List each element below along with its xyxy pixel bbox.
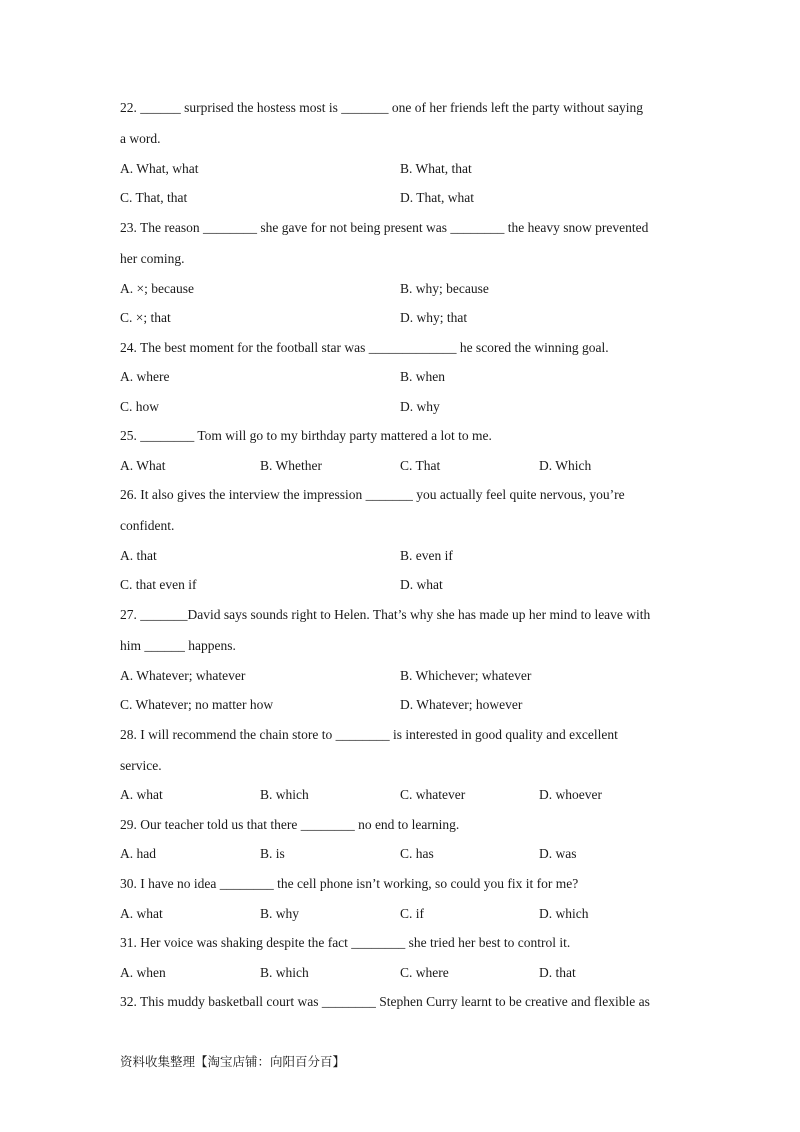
question-23-option-c: C. ×; that bbox=[120, 310, 171, 325]
question-31-option-d: D. that bbox=[539, 965, 576, 980]
question-23-option-d: D. why; that bbox=[400, 310, 468, 325]
question-32-text-line-1: 32. This muddy basketball court was ________ Stephen Curry learnt to be creative and flexible as bbox=[120, 994, 650, 1009]
question-27-option-c: C. Whatever; no matter how bbox=[120, 697, 274, 712]
question-30-option-d: D. which bbox=[539, 906, 589, 921]
question-29-option-a: A. had bbox=[120, 846, 156, 861]
question-23-option-b: B. why; because bbox=[400, 281, 489, 296]
question-25-option-d: D. Which bbox=[539, 458, 592, 473]
page-footer: 资料收集整理【淘宝店铺：向阳百分百】 bbox=[120, 1054, 346, 1069]
question-26-option-d: D. what bbox=[400, 577, 443, 592]
question-22-text-line-1: 22. ______ surprised the hostess most is _______ one of her friends left the party without saying bbox=[120, 100, 644, 115]
question-31-option-b: B. which bbox=[260, 965, 309, 980]
question-31-option-c: C. where bbox=[400, 965, 449, 980]
question-31-option-a: A. when bbox=[120, 965, 166, 980]
question-23-text-line-2: her coming. bbox=[120, 251, 185, 266]
question-29-option-c: C. has bbox=[400, 846, 434, 861]
question-22-option-c: C. That, that bbox=[120, 190, 188, 205]
question-24-option-d: D. why bbox=[400, 399, 440, 414]
question-31-text-line-1: 31. Her voice was shaking despite the fact ________ she tried her best to control it. bbox=[120, 935, 571, 950]
question-29-option-d: D. was bbox=[539, 846, 577, 861]
question-26-option-a: A. that bbox=[120, 548, 157, 563]
question-27-option-a: A. Whatever; whatever bbox=[120, 668, 246, 683]
question-26-option-c: C. that even if bbox=[120, 577, 197, 592]
question-26-text-line-2: confident. bbox=[120, 518, 175, 533]
question-28-option-a: A. what bbox=[120, 787, 163, 802]
question-27-text-line-2: him ______ happens. bbox=[120, 638, 236, 653]
question-24-option-c: C. how bbox=[120, 399, 160, 414]
question-28-option-d: D. whoever bbox=[539, 787, 602, 802]
question-22-option-d: D. That, what bbox=[400, 190, 474, 205]
question-23-text-line-1: 23. The reason ________ she gave for not being present was ________ the heavy snow prevented bbox=[120, 220, 649, 235]
question-26-option-b: B. even if bbox=[400, 548, 453, 563]
question-25-text-line-1: 25. ________ Tom will go to my birthday party mattered a lot to me. bbox=[120, 428, 492, 443]
question-22-option-a: A. What, what bbox=[120, 161, 199, 176]
question-29-option-b: B. is bbox=[260, 846, 285, 861]
question-25-option-a: A. What bbox=[120, 458, 166, 473]
question-29-text-line-1: 29. Our teacher told us that there ________ no end to learning. bbox=[120, 817, 460, 832]
question-22-text-line-2: a word. bbox=[120, 131, 161, 146]
question-28-option-b: B. which bbox=[260, 787, 309, 802]
question-28-option-c: C. whatever bbox=[400, 787, 466, 802]
question-28-text-line-2: service. bbox=[120, 758, 162, 773]
question-30-option-c: C. if bbox=[400, 906, 425, 921]
question-23-option-a: A. ×; because bbox=[120, 281, 194, 296]
question-25-option-b: B. Whether bbox=[260, 458, 322, 473]
question-30-option-a: A. what bbox=[120, 906, 163, 921]
question-30-text-line-1: 30. I have no idea ________ the cell phone isn’t working, so could you fix it for me? bbox=[120, 876, 579, 891]
question-24-option-b: B. when bbox=[400, 369, 445, 384]
question-27-option-d: D. Whatever; however bbox=[400, 697, 523, 712]
question-30-option-b: B. why bbox=[260, 906, 300, 921]
question-22-option-b: B. What, that bbox=[400, 161, 472, 176]
question-25-option-c: C. That bbox=[400, 458, 441, 473]
question-26-text-line-1: 26. It also gives the interview the impression _______ you actually feel quite nervous, you’re bbox=[120, 487, 625, 502]
question-27-option-b: B. Whichever; whatever bbox=[400, 668, 532, 683]
question-24-text-line-1: 24. The best moment for the football star was _____________ he scored the winning goal. bbox=[120, 340, 609, 355]
question-27-text-line-1: 27. _______David says sounds right to Helen. That’s why she has made up her mind to leave with bbox=[120, 607, 651, 622]
question-28-text-line-1: 28. I will recommend the chain store to ________ is interested in good quality and excellent bbox=[120, 727, 618, 742]
question-24-option-a: A. where bbox=[120, 369, 170, 384]
